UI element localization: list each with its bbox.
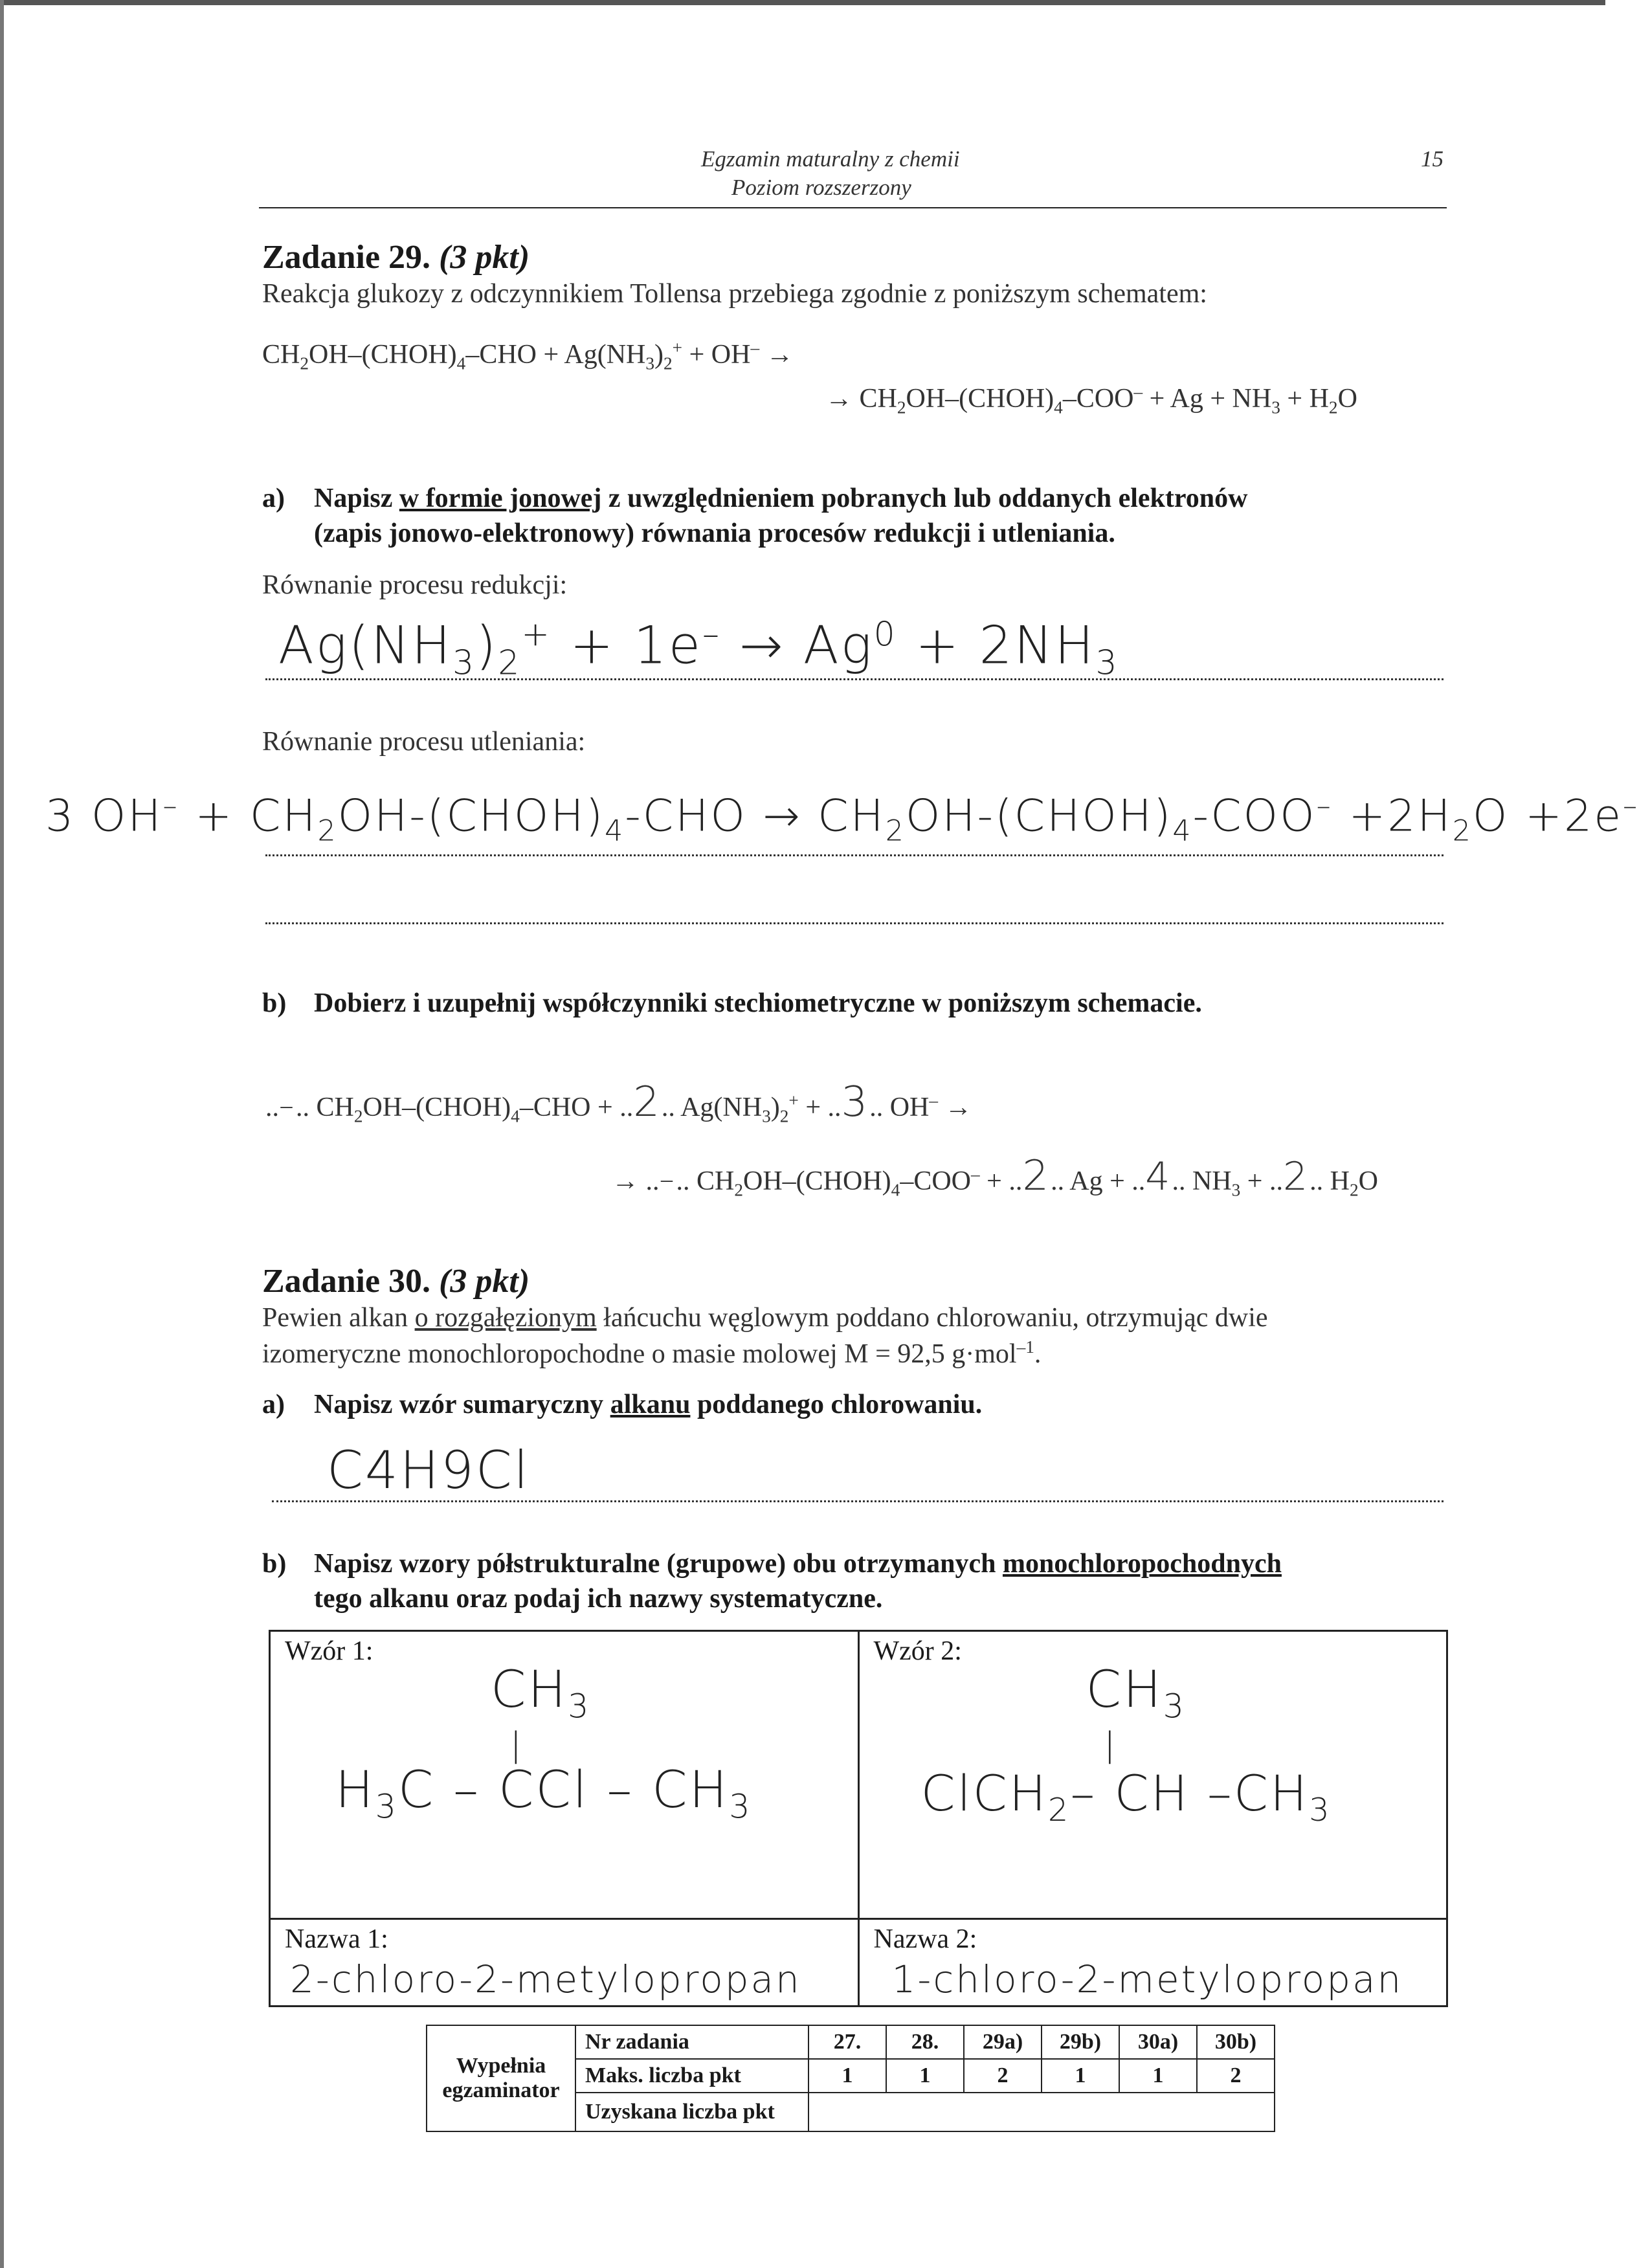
task30-title: Zadanie 30. xyxy=(262,1263,431,1300)
name2-cell xyxy=(858,1919,1447,2007)
score-max-cell: 1 xyxy=(886,2059,964,2093)
score-row-label-max: Maks. liczba pkt xyxy=(575,2059,808,2093)
task30b-instr-part1: Napisz wzory półstrukturalne (grupowe) obu otrzymanych xyxy=(314,1549,1003,1579)
task29-scheme-line1: $CH_2OH-(CHOH)_4$–CHO + $Ag(NH_3)_2^+ + OH^-$ → xyxy=(262,338,794,373)
name2-label: Nazwa 2: xyxy=(873,1924,977,1954)
score-task-cell: 30a) xyxy=(1119,2025,1197,2059)
formula2-label: Wzór 2: xyxy=(873,1636,962,1666)
reduction-handwritten-answer: $Ag(NH_3)_2^+ + 1e^- \to Ag^0 + 2NH_3$ xyxy=(278,615,1119,683)
formula1-cell xyxy=(270,1631,859,1919)
header-rule xyxy=(259,207,1447,208)
score-row-label-task: Nr zadania xyxy=(575,2025,808,2059)
task30a-handwritten-answer: C4H9Cl xyxy=(327,1440,530,1500)
oxidation-answer-line-2 xyxy=(265,922,1444,924)
score-table-filler: Wypełnia egzaminator xyxy=(427,2025,575,2131)
coef-oh: 3 xyxy=(841,1078,870,1126)
task30-intro-underlined: o rozgałęzionym xyxy=(414,1303,597,1333)
score-table xyxy=(426,2025,1275,2132)
coef-ag: 2 xyxy=(1022,1152,1051,1200)
scan-edge-top xyxy=(0,0,1605,5)
task29b-scheme-line1: ..–.. $CH_2OH-(CHOH)_4$–CHO + ..2.. $Ag(NH_3)_2^+ + ..3$.. OH– → xyxy=(265,1078,972,1126)
task30a-instruction xyxy=(314,1389,982,1420)
score-row-label-obtained: Uzyskana liczba pkt xyxy=(575,2093,808,2131)
task29b-instruction: Dobierz i uzupełnij współczynniki stechiometryczne w poniższym schemacie. xyxy=(314,988,1202,1018)
formula2-chain: ClCH$_2$– CH $-CH_3$ xyxy=(920,1764,1332,1829)
coef-gluconate: – xyxy=(659,1162,676,1197)
formula1-label: Wzór 1: xyxy=(285,1636,374,1666)
score-task-cell: 30b) xyxy=(1197,2025,1275,2059)
header-subtitle: Poziom rozszerzony xyxy=(731,175,911,200)
oxidation-answer-line-1 xyxy=(265,854,1444,856)
coef-nh3: 4 xyxy=(1145,1154,1172,1199)
task29a-instr-part1: Napisz xyxy=(314,484,399,513)
task30a-label: a) xyxy=(262,1390,285,1419)
coef-h2o: 2 xyxy=(1282,1154,1310,1199)
task30b-instruction-line2: tego alkanu oraz podaj ich nazwy systematyczne. xyxy=(314,1584,883,1614)
task29-title: Zadanie 29. xyxy=(262,239,431,276)
task30-intro-end: . xyxy=(1034,1339,1042,1369)
reduction-label: Równanie procesu redukcji: xyxy=(262,570,568,600)
score-task-cell: 27. xyxy=(808,2025,886,2059)
task30a-instr-part2: poddanego chlorowaniu. xyxy=(690,1390,983,1419)
oxidation-label: Równanie procesu utleniania: xyxy=(262,727,586,757)
task30a-instr-part1: Napisz wzór sumaryczny xyxy=(314,1390,610,1419)
oxidation-handwritten-answer: 3 $OH^- + CH_2OH-(CHOH)_4$-CHO → $CH_2OH-(CHOH)_4-COO^- +2H_2O +2e^-$ xyxy=(45,790,1639,848)
task30-intro-superscript: –1 xyxy=(1016,1337,1034,1357)
task29b-label: b) xyxy=(262,988,287,1018)
score-max-cell: 1 xyxy=(1042,2059,1119,2093)
formula1-ch3-top: $CH_3$ xyxy=(491,1661,591,1726)
task29a-instr-part2: z uwzględnieniem pobranych lub oddanych elektronów xyxy=(601,484,1248,513)
task29a-instruction-line2: (zapis jonowo-elektronowy) równania procesów redukcji i utleniania. xyxy=(314,518,1115,548)
header-title: Egzamin maturalny z chemii xyxy=(701,146,960,172)
score-max-cell: 2 xyxy=(1197,2059,1275,2093)
task30-intro-part2: łańcuchu węglowym poddano chlorowaniu, otrzymując dwie xyxy=(596,1303,1268,1333)
formula2-bond: | xyxy=(1104,1726,1118,1764)
page-number: 15 xyxy=(1421,146,1444,172)
score-task-cell: 29a) xyxy=(964,2025,1042,2059)
scan-edge-left xyxy=(0,0,4,2268)
formula1-chain: $H_3C$ – CCl – $CH_3$ xyxy=(335,1761,752,1826)
coef-glucose: – xyxy=(279,1088,296,1123)
score-obtained-cell[interactable] xyxy=(808,2093,1275,2131)
task30b-instruction xyxy=(314,1548,1282,1579)
task30-intro-part1: Pewien alkan xyxy=(262,1303,415,1333)
formula2-cell xyxy=(858,1631,1447,1919)
task29-intro: Reakcja glukozy z odczynnikiem Tollensa przebiega zgodnie z poniższym schematem: xyxy=(262,279,1207,309)
task30-heading xyxy=(262,1262,530,1300)
task29a-instruction xyxy=(314,483,1247,514)
name1-label: Nazwa 1: xyxy=(285,1924,388,1954)
task29b-scheme-line2: → ..–.. $CH_2OH-(CHOH)_4-COO^- + ..2$.. Ag + ..4.. $NH_3 + ..2$.. $H_2O$ xyxy=(612,1152,1379,1200)
formula-answer-table xyxy=(269,1630,1448,2007)
name1-cell xyxy=(270,1919,859,2007)
task30-intro-line2 xyxy=(262,1337,1041,1370)
task30-intro-line1 xyxy=(262,1302,1268,1333)
score-task-cell: 29b) xyxy=(1042,2025,1119,2059)
task30a-instr-underlined: alkanu xyxy=(610,1390,691,1419)
task29-scheme-line2: → $CH_2OH-(CHOH)_4-COO^- + Ag + NH_3 + H_2O$ xyxy=(825,382,1357,417)
name2-handwritten: 1-chloro-2-metylopropan xyxy=(891,1957,1403,2001)
score-max-cell: 1 xyxy=(1119,2059,1197,2093)
score-max-cell: 2 xyxy=(964,2059,1042,2093)
task30b-instr-underlined: monochloropochodnych xyxy=(1002,1549,1282,1579)
name1-handwritten: 2-chloro-2-metylopropan xyxy=(290,1957,801,2001)
task29-points: (3 pkt) xyxy=(439,239,530,276)
coef-ag-complex: 2 xyxy=(633,1078,662,1126)
task30-points: (3 pkt) xyxy=(439,1263,530,1300)
task30-intro-part3: izomeryczne monochloropochodne o masie molowej M = 92,5 g·mol xyxy=(262,1339,1017,1369)
task30a-answer-line xyxy=(272,1500,1444,1502)
task29a-label: a) xyxy=(262,484,285,513)
formula2-ch3-top: $CH_3$ xyxy=(1086,1661,1186,1726)
score-task-cell: 28. xyxy=(886,2025,964,2059)
formula1-bond: | xyxy=(510,1726,524,1764)
task29a-instr-underlined: w formie jonowej xyxy=(399,484,602,513)
task30b-label: b) xyxy=(262,1549,287,1579)
score-max-cell: 1 xyxy=(808,2059,886,2093)
task29-heading xyxy=(262,238,530,276)
